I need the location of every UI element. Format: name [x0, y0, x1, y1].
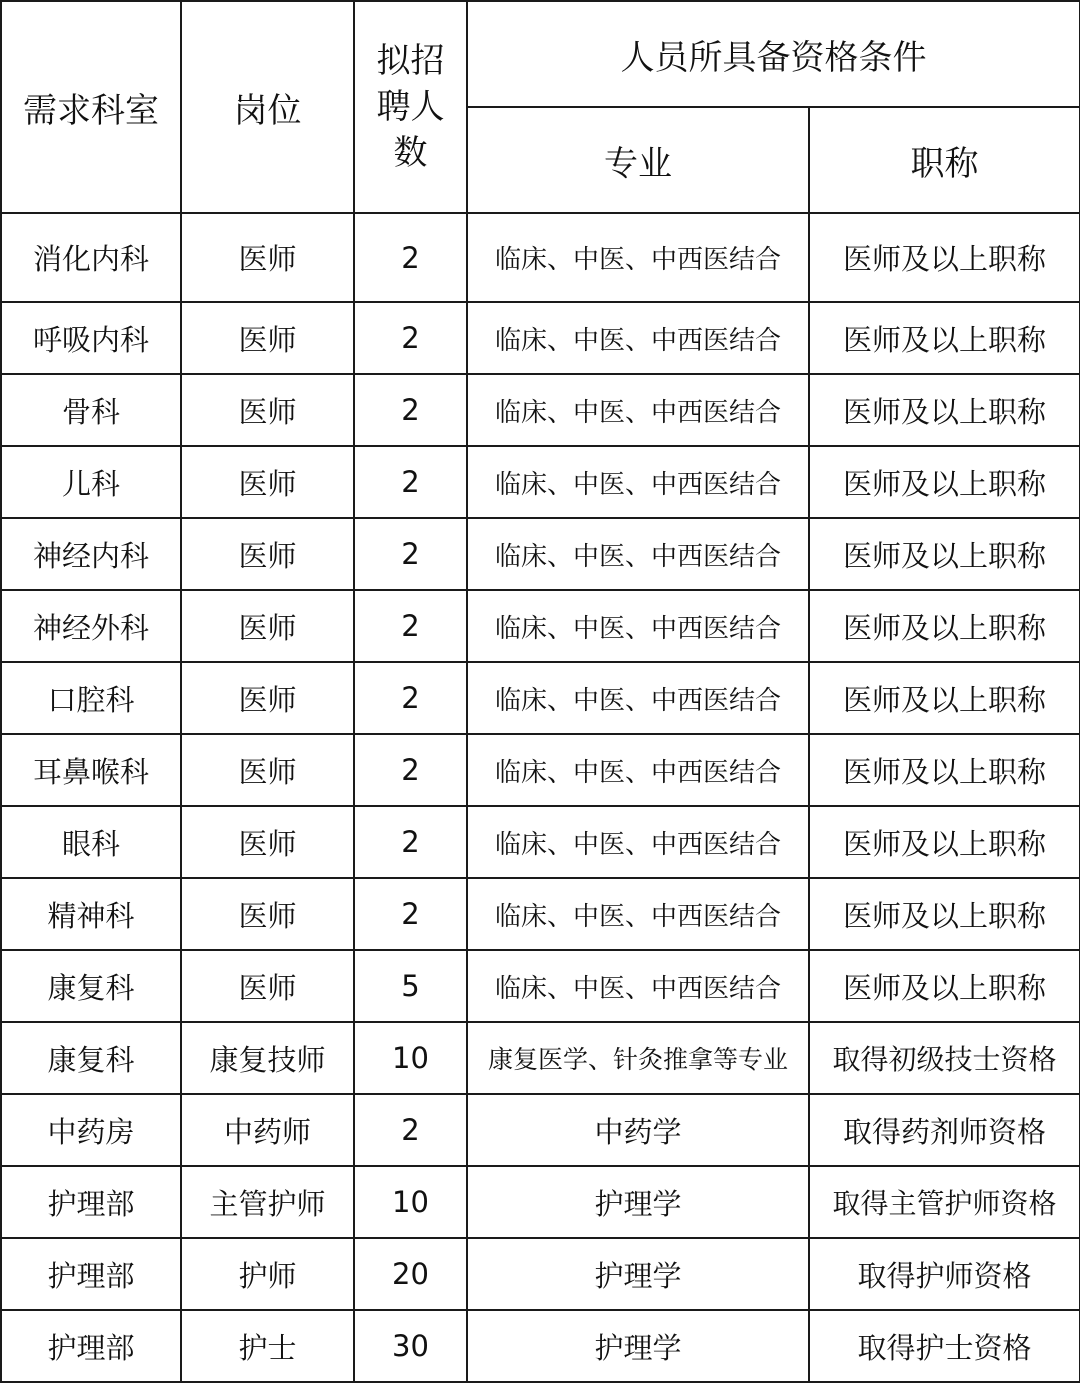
dept-cell: 耳鼻喉科 — [1, 734, 181, 806]
post-cell: 主管护师 — [181, 1166, 354, 1238]
dept-cell: 口腔科 — [1, 662, 181, 734]
major-cell: 临床、中医、中西医结合 — [467, 590, 809, 662]
title-cell: 取得主管护师资格 — [809, 1166, 1080, 1238]
dept-cell: 中药房 — [1, 1094, 181, 1166]
major-cell: 临床、中医、中西医结合 — [467, 662, 809, 734]
table-row — [1, 446, 1080, 518]
major-cell: 护理学 — [467, 1310, 809, 1382]
count-cell: 20 — [354, 1238, 467, 1310]
post-cell: 医师 — [181, 806, 354, 878]
table-row — [1, 734, 1080, 806]
post-cell: 医师 — [181, 662, 354, 734]
header-dept: 需求科室 — [1, 1, 181, 213]
table-row — [1, 518, 1080, 590]
count-cell: 5 — [354, 950, 467, 1022]
major-cell: 护理学 — [467, 1238, 809, 1310]
header-count — [354, 1, 467, 213]
count-cell: 2 — [354, 806, 467, 878]
post-cell: 医师 — [181, 518, 354, 590]
table-row — [1, 806, 1080, 878]
table-body — [1, 213, 1080, 1382]
count-cell: 2 — [354, 590, 467, 662]
table-row — [1, 878, 1080, 950]
title-cell: 取得护士资格 — [809, 1310, 1080, 1382]
post-cell: 医师 — [181, 734, 354, 806]
title-cell: 医师及以上职称 — [809, 662, 1080, 734]
major-cell: 临床、中医、中西医结合 — [467, 446, 809, 518]
table-row — [1, 302, 1080, 374]
count-cell: 2 — [354, 878, 467, 950]
post-cell: 中药师 — [181, 1094, 354, 1166]
count-cell: 2 — [354, 374, 467, 446]
title-cell: 医师及以上职称 — [809, 590, 1080, 662]
table-row — [1, 1094, 1080, 1166]
count-cell: 2 — [354, 518, 467, 590]
post-cell: 医师 — [181, 213, 354, 302]
dept-cell: 康复科 — [1, 950, 181, 1022]
header-title: 职称 — [809, 107, 1080, 213]
major-cell: 中药学 — [467, 1094, 809, 1166]
major-cell: 临床、中医、中西医结合 — [467, 213, 809, 302]
title-cell: 取得初级技士资格 — [809, 1022, 1080, 1094]
post-cell: 康复技师 — [181, 1022, 354, 1094]
table-row — [1, 662, 1080, 734]
header-qualifications: 人员所具备资格条件 — [467, 1, 1080, 107]
post-cell: 医师 — [181, 950, 354, 1022]
dept-cell: 呼吸内科 — [1, 302, 181, 374]
count-cell: 30 — [354, 1310, 467, 1382]
post-cell: 医师 — [181, 878, 354, 950]
major-cell: 护理学 — [467, 1166, 809, 1238]
title-cell: 医师及以上职称 — [809, 734, 1080, 806]
dept-cell: 儿科 — [1, 446, 181, 518]
dept-cell: 神经外科 — [1, 590, 181, 662]
count-cell: 2 — [354, 1094, 467, 1166]
title-cell: 医师及以上职称 — [809, 950, 1080, 1022]
header-count-line: 拟招 — [376, 41, 445, 81]
major-cell: 临床、中医、中西医结合 — [467, 302, 809, 374]
major-cell: 临床、中医、中西医结合 — [467, 518, 809, 590]
title-cell: 医师及以上职称 — [809, 302, 1080, 374]
table-row — [1, 1022, 1080, 1094]
title-cell: 取得药剂师资格 — [809, 1094, 1080, 1166]
header-post: 岗位 — [181, 1, 354, 213]
title-cell: 医师及以上职称 — [809, 446, 1080, 518]
dept-cell: 眼科 — [1, 806, 181, 878]
post-cell: 医师 — [181, 302, 354, 374]
count-cell: 2 — [354, 446, 467, 518]
header-row — [1, 1, 1080, 107]
major-cell: 临床、中医、中西医结合 — [467, 374, 809, 446]
count-cell: 2 — [354, 213, 467, 302]
dept-cell: 护理部 — [1, 1166, 181, 1238]
table-row — [1, 1310, 1080, 1382]
dept-cell: 康复科 — [1, 1022, 181, 1094]
post-cell: 护士 — [181, 1310, 354, 1382]
table-row — [1, 590, 1080, 662]
dept-cell: 护理部 — [1, 1238, 181, 1310]
table-row — [1, 1166, 1080, 1238]
dept-cell: 神经内科 — [1, 518, 181, 590]
dept-cell: 精神科 — [1, 878, 181, 950]
table-row — [1, 374, 1080, 446]
dept-cell: 骨科 — [1, 374, 181, 446]
post-cell: 医师 — [181, 446, 354, 518]
title-cell: 医师及以上职称 — [809, 374, 1080, 446]
count-cell: 2 — [354, 662, 467, 734]
header-major: 专业 — [467, 107, 809, 213]
table-row — [1, 1238, 1080, 1310]
header-count-line: 数 — [393, 133, 428, 173]
post-cell: 医师 — [181, 374, 354, 446]
major-cell: 临床、中医、中西医结合 — [467, 806, 809, 878]
count-cell: 2 — [354, 734, 467, 806]
major-cell: 康复医学、针灸推拿等专业 — [467, 1022, 809, 1094]
title-cell: 医师及以上职称 — [809, 518, 1080, 590]
header-count-line: 聘人 — [376, 87, 445, 127]
dept-cell: 消化内科 — [1, 213, 181, 302]
major-cell: 临床、中医、中西医结合 — [467, 734, 809, 806]
title-cell: 医师及以上职称 — [809, 806, 1080, 878]
table-row — [1, 950, 1080, 1022]
major-cell: 临床、中医、中西医结合 — [467, 878, 809, 950]
post-cell: 医师 — [181, 590, 354, 662]
dept-cell: 护理部 — [1, 1310, 181, 1382]
count-cell: 2 — [354, 302, 467, 374]
title-cell: 医师及以上职称 — [809, 213, 1080, 302]
count-cell: 10 — [354, 1166, 467, 1238]
table-row — [1, 213, 1080, 302]
count-cell: 10 — [354, 1022, 467, 1094]
major-cell: 临床、中医、中西医结合 — [467, 950, 809, 1022]
title-cell: 取得护师资格 — [809, 1238, 1080, 1310]
post-cell: 护师 — [181, 1238, 354, 1310]
title-cell: 医师及以上职称 — [809, 878, 1080, 950]
